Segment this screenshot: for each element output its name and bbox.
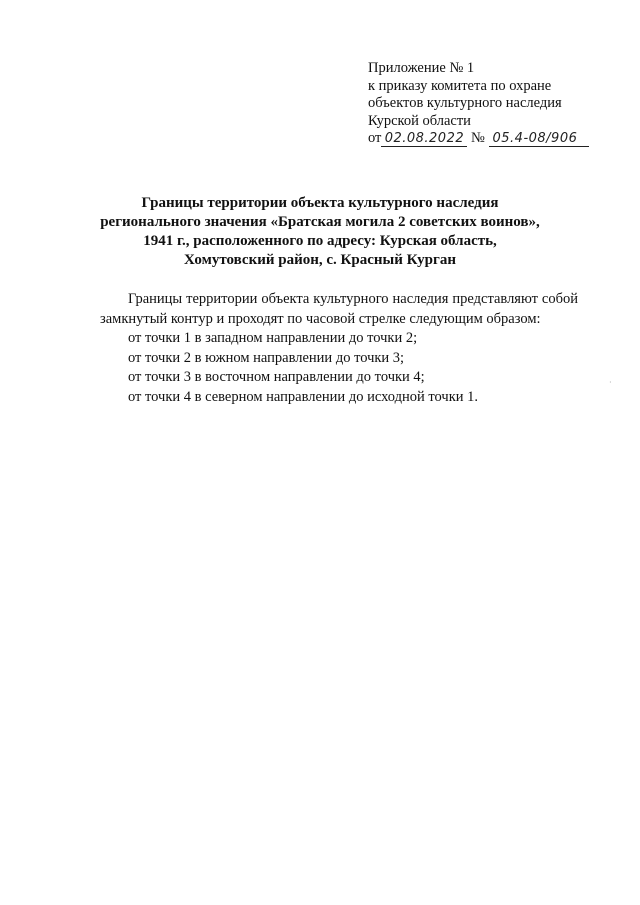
list-item: от точки 1 в западном направлении до точки 2;: [128, 330, 418, 346]
number-label: №: [471, 130, 485, 146]
document-title: [60, 194, 580, 270]
title-line-1: Границы территории объекта культурного наследия: [141, 195, 499, 211]
appendix-order-ref: к приказу комитета по охране: [368, 77, 552, 94]
title-line-2: регионального значения «Братская могила 2 советских воинов»,: [100, 214, 540, 230]
intro-paragraph: Границы территории объекта культурного наследия представляют собой замкнутый контур и проходят по часовой стрелке следующим образом:: [100, 291, 578, 327]
appendix-region: Курской области: [368, 112, 471, 129]
boundary-list: [100, 329, 578, 407]
list-item: от точки 2 в южном направлении до точки 3;: [128, 349, 405, 366]
appendix-date-line: [368, 130, 618, 148]
scan-speck: ·: [609, 378, 612, 387]
list-item: от точки 4 в северном направлении до исходной точки 1.: [128, 388, 478, 405]
appendix-header: [368, 60, 618, 148]
appendix-committee: объектов культурного наследия: [368, 95, 562, 111]
title-line-3: 1941 г., расположенного по адресу: Курская область,: [143, 233, 497, 249]
handwritten-date: 02.08.2022: [381, 132, 467, 147]
from-label: от: [368, 130, 382, 146]
appendix-number: Приложение № 1: [368, 60, 475, 76]
document-body: [100, 290, 578, 407]
list-item: от точки 3 в восточном направлении до точки 4;: [128, 369, 425, 385]
title-line-4: Хомутовский район, с. Красный Курган: [184, 252, 456, 268]
handwritten-order-number: 05.4-08/906: [489, 132, 589, 147]
